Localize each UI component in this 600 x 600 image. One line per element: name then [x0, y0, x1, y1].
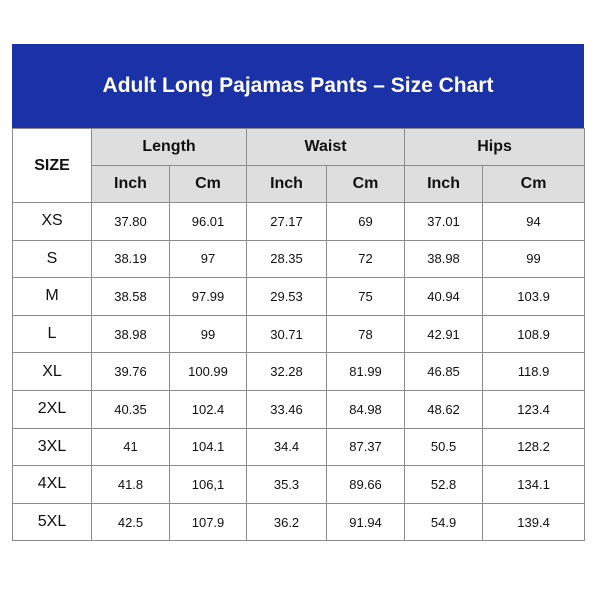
value-cell: 38.98	[405, 240, 483, 278]
group-header-length: Length	[92, 129, 247, 166]
value-cell: 104.1	[170, 428, 247, 466]
table-row	[13, 428, 585, 466]
value-cell: 99	[483, 240, 585, 278]
value-cell: 37.01	[405, 203, 483, 241]
value-cell: 30.71	[247, 315, 327, 353]
value-cell: 96.01	[170, 203, 247, 241]
value-cell: 94	[483, 203, 585, 241]
unit-header: Inch	[405, 166, 483, 203]
table-row	[13, 390, 585, 428]
table-row	[13, 240, 585, 278]
value-cell: 69	[327, 203, 405, 241]
value-cell: 97.99	[170, 278, 247, 316]
size-cell: 5XL	[13, 503, 92, 541]
unit-header: Cm	[327, 166, 405, 203]
value-cell: 29.53	[247, 278, 327, 316]
value-cell: 78	[327, 315, 405, 353]
value-cell: 103.9	[483, 278, 585, 316]
header-row-units	[13, 166, 585, 203]
size-cell: 2XL	[13, 390, 92, 428]
value-cell: 54.9	[405, 503, 483, 541]
chart-title: Adult Long Pajamas Pants – Size Chart	[102, 74, 494, 97]
value-cell: 99	[170, 315, 247, 353]
group-header-waist: Waist	[247, 129, 405, 166]
value-cell: 97	[170, 240, 247, 278]
value-cell: 32.28	[247, 353, 327, 391]
value-cell: 28.35	[247, 240, 327, 278]
value-cell: 106,1	[170, 466, 247, 504]
value-cell: 38.58	[92, 278, 170, 316]
value-cell: 36.2	[247, 503, 327, 541]
size-table	[12, 128, 585, 541]
group-header-hips: Hips	[405, 129, 585, 166]
unit-header: Cm	[483, 166, 585, 203]
unit-header: Inch	[247, 166, 327, 203]
table-row	[13, 278, 585, 316]
value-cell: 89.66	[327, 466, 405, 504]
value-cell: 75	[327, 278, 405, 316]
value-cell: 42.5	[92, 503, 170, 541]
header-row-groups	[13, 129, 585, 166]
table-row	[13, 315, 585, 353]
value-cell: 40.35	[92, 390, 170, 428]
title-bar	[12, 44, 584, 128]
size-cell: L	[13, 315, 92, 353]
value-cell: 41.8	[92, 466, 170, 504]
size-cell: M	[13, 278, 92, 316]
value-cell: 41	[92, 428, 170, 466]
table-body	[13, 203, 585, 541]
value-cell: 107.9	[170, 503, 247, 541]
size-cell: XS	[13, 203, 92, 241]
value-cell: 81.99	[327, 353, 405, 391]
value-cell: 40.94	[405, 278, 483, 316]
table-row	[13, 466, 585, 504]
value-cell: 35.3	[247, 466, 327, 504]
value-cell: 52.8	[405, 466, 483, 504]
value-cell: 39.76	[92, 353, 170, 391]
size-cell: S	[13, 240, 92, 278]
value-cell: 100.99	[170, 353, 247, 391]
value-cell: 37.80	[92, 203, 170, 241]
value-cell: 84.98	[327, 390, 405, 428]
unit-header: Inch	[92, 166, 170, 203]
size-cell: 4XL	[13, 466, 92, 504]
value-cell: 46.85	[405, 353, 483, 391]
size-cell: 3XL	[13, 428, 92, 466]
value-cell: 128.2	[483, 428, 585, 466]
value-cell: 38.19	[92, 240, 170, 278]
unit-header: Cm	[170, 166, 247, 203]
value-cell: 87.37	[327, 428, 405, 466]
value-cell: 139.4	[483, 503, 585, 541]
value-cell: 34.4	[247, 428, 327, 466]
value-cell: 108.9	[483, 315, 585, 353]
value-cell: 118.9	[483, 353, 585, 391]
value-cell: 42.91	[405, 315, 483, 353]
size-header: SIZE	[13, 129, 92, 203]
value-cell: 33.46	[247, 390, 327, 428]
value-cell: 48.62	[405, 390, 483, 428]
size-cell: XL	[13, 353, 92, 391]
value-cell: 38.98	[92, 315, 170, 353]
value-cell: 72	[327, 240, 405, 278]
value-cell: 134.1	[483, 466, 585, 504]
value-cell: 102.4	[170, 390, 247, 428]
size-chart	[12, 44, 584, 541]
value-cell: 123.4	[483, 390, 585, 428]
value-cell: 50.5	[405, 428, 483, 466]
table-row	[13, 503, 585, 541]
table-row	[13, 203, 585, 241]
value-cell: 27.17	[247, 203, 327, 241]
table-row	[13, 353, 585, 391]
value-cell: 91.94	[327, 503, 405, 541]
